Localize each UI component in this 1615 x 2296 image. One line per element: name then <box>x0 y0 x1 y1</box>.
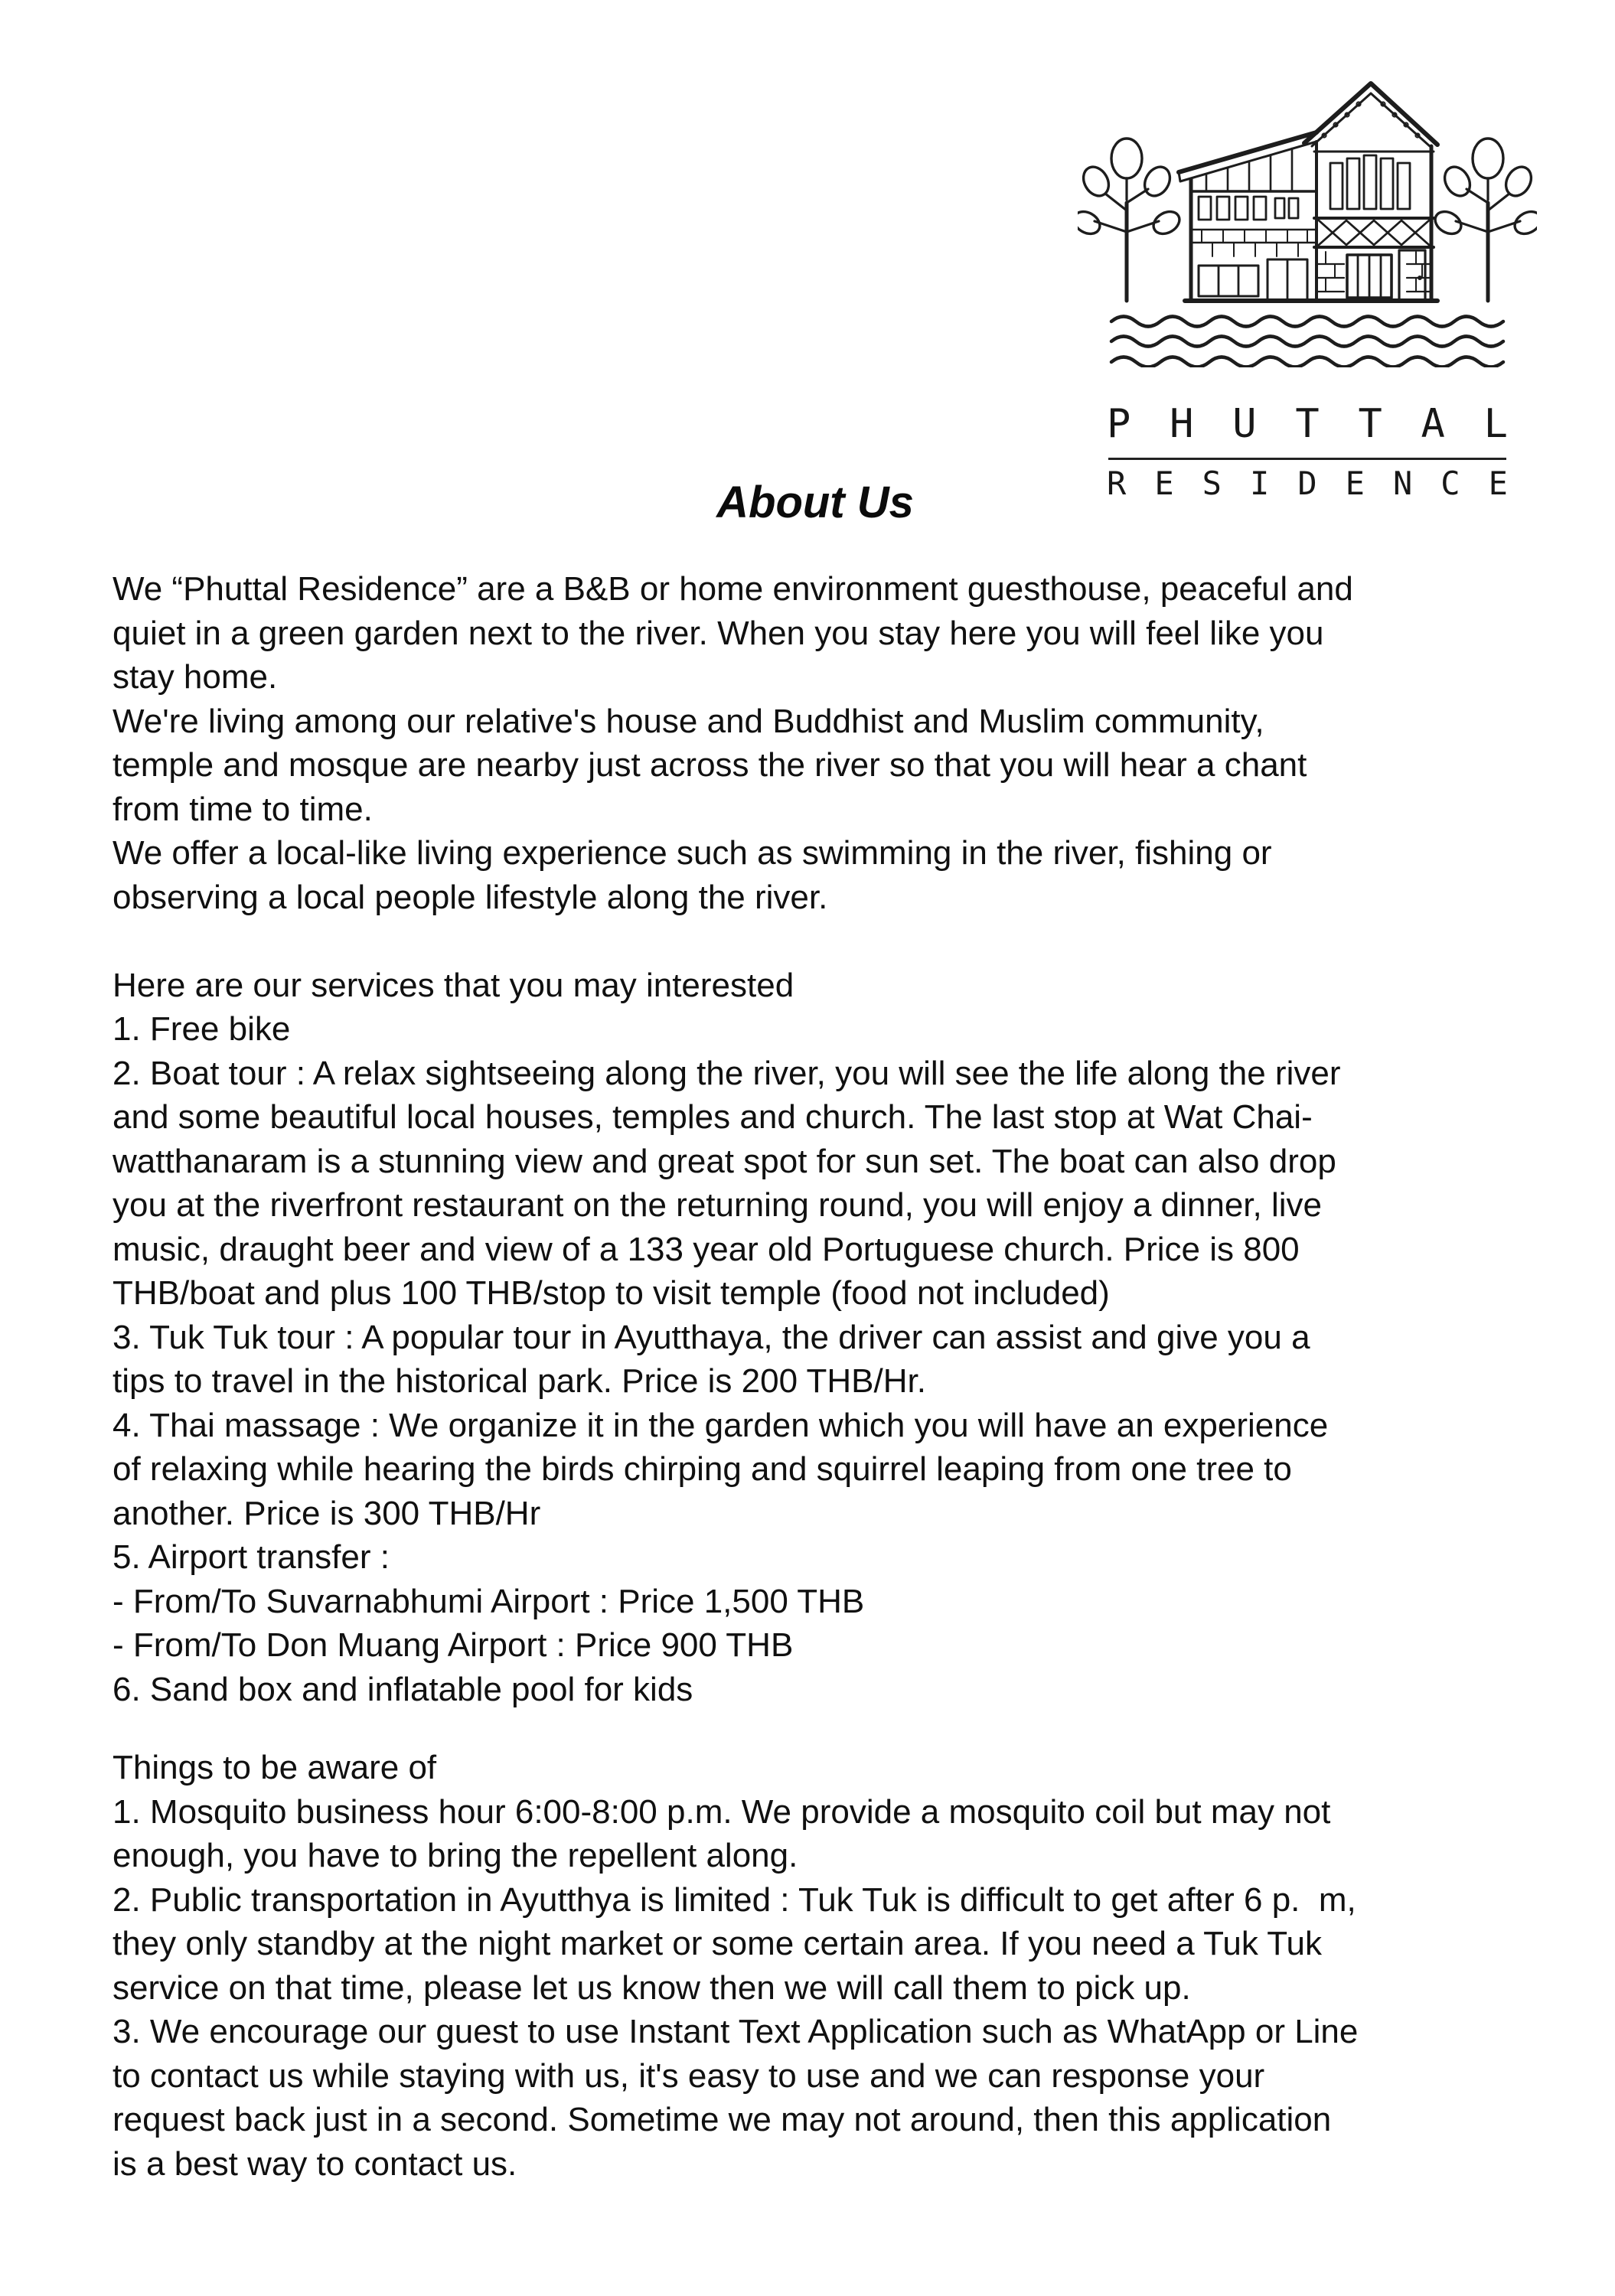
doc-line: watthanaram is a stunning view and great spot for sun set. The boat can also drop <box>113 1142 1336 1180</box>
doc-line: request back just in a second. Sometime we may not around, then this application <box>113 2101 1332 2138</box>
river-waves-icon <box>1111 317 1503 367</box>
doc-line: enough, you have to bring the repellent along. <box>113 1837 798 1874</box>
house-icon <box>1179 83 1437 301</box>
doc-line: - From/To Suvarnabhumi Airport : Price 1,500 THB <box>113 1582 865 1620</box>
doc-line: 5. Airport transfer : <box>113 1538 390 1576</box>
doc-line: 2. Public transportation in Ayutthya is limited : Tuk Tuk is difficult to get after 6 p. m, <box>113 1880 1356 1919</box>
phuttal-residence-logo <box>1078 73 1537 500</box>
doc-line: service on that time, please let us know then we will call them to pick up. <box>113 1968 1191 2007</box>
things-to-be-aware-section <box>113 1746 1605 2186</box>
doc-line: they only standby at the night market or some certain area. If you need a Tuk Tuk <box>113 1925 1322 1962</box>
intro-section <box>113 567 1605 919</box>
house-trees-river-logo-icon <box>1078 73 1537 367</box>
document-body <box>113 567 1605 2186</box>
tree-icon <box>1078 139 1183 301</box>
logo-wordmark-primary: P H U T T A L <box>1107 401 1508 447</box>
services-section <box>113 964 1605 1712</box>
tree-icon <box>1431 139 1537 301</box>
doc-line: 1. Mosquito business hour 6:00-8:00 p.m. We provide a mosquito coil but may not <box>113 1792 1331 1831</box>
doc-line: THB/boat and plus 100 THB/stop to visit temple (food not included) <box>113 1274 1110 1312</box>
doc-line: We're living among our relative's house and Buddhist and Muslim community, <box>113 702 1264 740</box>
doc-line: another. Price is 300 THB/Hr <box>113 1494 541 1532</box>
doc-line: 3. We encourage our guest to use Instant Text Application such as WhatApp or Line <box>113 2013 1359 2050</box>
doc-line: from time to time. <box>113 790 373 828</box>
doc-line: quiet in a green garden next to the river. When you stay here you will feel like you <box>113 614 1324 652</box>
doc-line: - From/To Don Muang Airport : Price 900 THB <box>113 1626 794 1664</box>
doc-line: you at the riverfront restaurant on the returning round, you will enjoy a dinner, live <box>113 1186 1323 1224</box>
doc-line: Things to be aware of <box>113 1749 437 1786</box>
doc-line: is a best way to contact us. <box>113 2144 517 2183</box>
doc-line: tips to travel in the historical park. Price is 200 THB/Hr. <box>113 1362 926 1400</box>
page-title: About Us <box>716 478 914 527</box>
doc-line: temple and mosque are nearby just across the river so that you will hear a chant <box>113 746 1307 784</box>
doc-line: 3. Tuk Tuk tour : A popular tour in Ayutthaya, the driver can assist and give you a <box>113 1318 1310 1356</box>
logo-divider <box>1108 458 1506 460</box>
doc-line: We offer a local-like living experience such as swimming in the river, fishing or <box>113 834 1272 872</box>
logo-wordmark-secondary: R E S I D E N C E <box>1107 465 1508 502</box>
doc-line: and some beautiful local houses, temples and church. The last stop at Wat Chai- <box>113 1098 1313 1136</box>
doc-line: to contact us while staying with us, it's easy to use and we can response your <box>113 2056 1265 2095</box>
doc-line: 4. Thai massage : We organize it in the garden which you will have an experience <box>113 1406 1329 1444</box>
doc-line: 1. Free bike <box>113 1010 291 1048</box>
doc-line: stay home. <box>113 658 278 696</box>
doc-line: observing a local people lifestyle along the river. <box>113 878 828 916</box>
doc-line: Here are our services that you may interested <box>113 966 794 1004</box>
doc-line: 2. Boat tour : A relax sightseeing along the river, you will see the life along the river <box>113 1054 1341 1092</box>
doc-line: We “Phuttal Residence” are a B&B or home environment guesthouse, peaceful and <box>113 570 1353 608</box>
doc-line: 6. Sand box and inflatable pool for kids <box>113 1670 693 1708</box>
doc-line: of relaxing while hearing the birds chirping and squirrel leaping from one tree to <box>113 1450 1292 1488</box>
doc-line: music, draught beer and view of a 133 year old Portuguese church. Price is 800 <box>113 1230 1300 1268</box>
